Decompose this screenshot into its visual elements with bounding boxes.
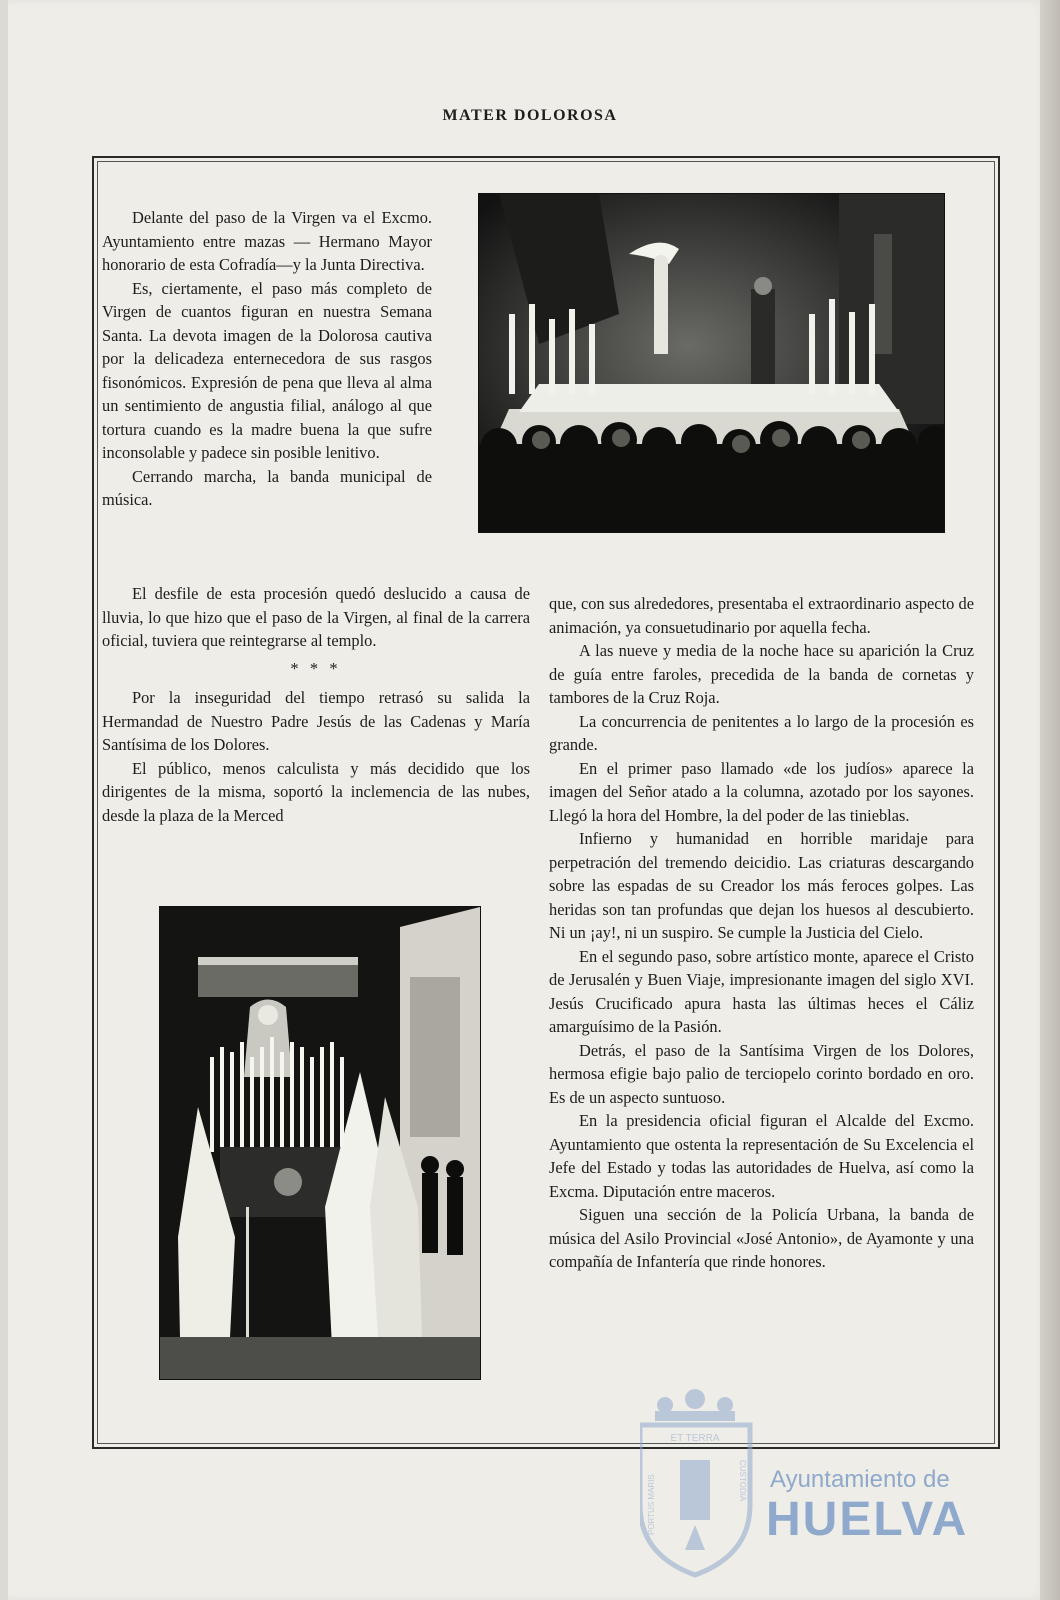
section-divider-asterism: * * *	[290, 658, 342, 678]
paragraph: Infierno y humanidad en horrible maridaje para perpetración del tremendo deicidio. Las criaturas descargando sobre las espadas de su Creador los más feroces golpes. Las heridas son tan profundas que dejan los huesos al descubierto. Ni un ¡ay!, ni un suspiro. Se cumple la Justicia del Cielo.	[549, 829, 974, 942]
paragraph: En la presidencia oficial figuran el Alcalde del Excmo. Ayuntamiento que ostenta la representación de Su Excelencia el Jefe del Estado y todas las autoridades de Huelva, así como la Excma. Diputación entre maceros.	[549, 1111, 974, 1201]
paragraph: Detrás, el paso de la Santísima Virgen de los Dolores, hermosa efigie bajo palio de terciopelo corinto bordado en oro. Es de un aspecto suntuoso.	[549, 1040, 974, 1107]
paragraph: Es, ciertamente, el paso más completo de Virgen de cuantos figuran en nuestra Semana Santa. La devota imagen de la Dolorosa cautiva por la delicadeza enternecedora de sus rasgos fisonómicos. Expresión de pena que lleva al alma un sentimiento de angustia filial, análogo al que tortura cuando es la madre buena la que sufre inconsolable y padece sin posible lenitivo.	[102, 278, 432, 462]
paragraph: Por la inseguridad del tiempo retrasó su salida la Hermandad de Nuestro Padre Jesús de las Cadenas y María Santísima de los Dolores.	[102, 688, 530, 754]
watermark-line2: HUELVA	[766, 1493, 969, 1546]
paragraph: El desfile de esta procesión quedó deslucido a causa de lluvia, lo que hizo que el paso de la Virgen, al final de la carrera oficial, tuviera que reintegrarse al templo.	[102, 584, 530, 650]
watermark-seal-side-right: CUSTODIA	[738, 1460, 747, 1502]
paragraph: En el primer paso llamado «de los judíos» aparece la imagen del Señor atado a la columna, azotado por los sayones. Llegó la hora del Hombre, la del poder de las tinieblas.	[549, 758, 974, 825]
paragraph: Cerrando marcha, la banda municipal de música.	[102, 466, 432, 509]
photo-procession-angel-float	[478, 193, 945, 533]
photo-top-drawing	[479, 194, 944, 532]
paragraph: El público, menos calculista y más decidido que los dirigentes de la misma, soportó la inclemencia de las nubes, desde la plaza de la Merced	[102, 758, 530, 825]
paragraph: Delante del paso de la Virgen va el Excmo. Ayuntamiento entre mazas — Hermano Mayor honorario de esta Cofradía—y la Junta Directiva.	[102, 208, 432, 274]
paragraph: En el segundo paso, sobre artístico monte, aparece el Cristo de Jerusalén y Buen Viaje, impresionante imagen del siglo XVI. Jesús Crucificado apura hasta las últimas heces el Cáliz amarguísimo de la Pasión.	[549, 946, 974, 1036]
paragraph-continuation: que, con sus alrededores, presentaba el extraordinario aspecto de animación, ya consuetudinario por aquella fecha.	[549, 594, 974, 637]
left-column-wide	[102, 582, 530, 827]
watermark-seal-side-left: PORTUS MARIS	[647, 1474, 656, 1535]
right-column	[549, 592, 974, 1274]
photo-bottom-drawing	[160, 907, 480, 1379]
left-column-top	[102, 206, 432, 512]
paragraph: La concurrencia de penitentes a lo largo de la procesión es grande.	[549, 711, 974, 754]
paragraph: A las nueve y media de la noche hace su aparición la Cruz de guía entre faroles, precedida de la banda de cornetas y tambores de la Cruz Roja.	[549, 641, 974, 707]
watermark-seal-motto: ET TERRA	[670, 1433, 720, 1444]
watermark-line1: Ayuntamiento de	[770, 1466, 950, 1493]
paragraph: Siguen una sección de la Policía Urbana, la banda de música del Asilo Provincial «José Antonio», de Ayamonte y una compañía de Infantería que rinde honores.	[549, 1205, 974, 1271]
page-edge	[1040, 0, 1060, 1600]
running-title: MATER DOLOROSA	[442, 107, 618, 124]
photo-penitents-virgin-float	[159, 906, 481, 1380]
